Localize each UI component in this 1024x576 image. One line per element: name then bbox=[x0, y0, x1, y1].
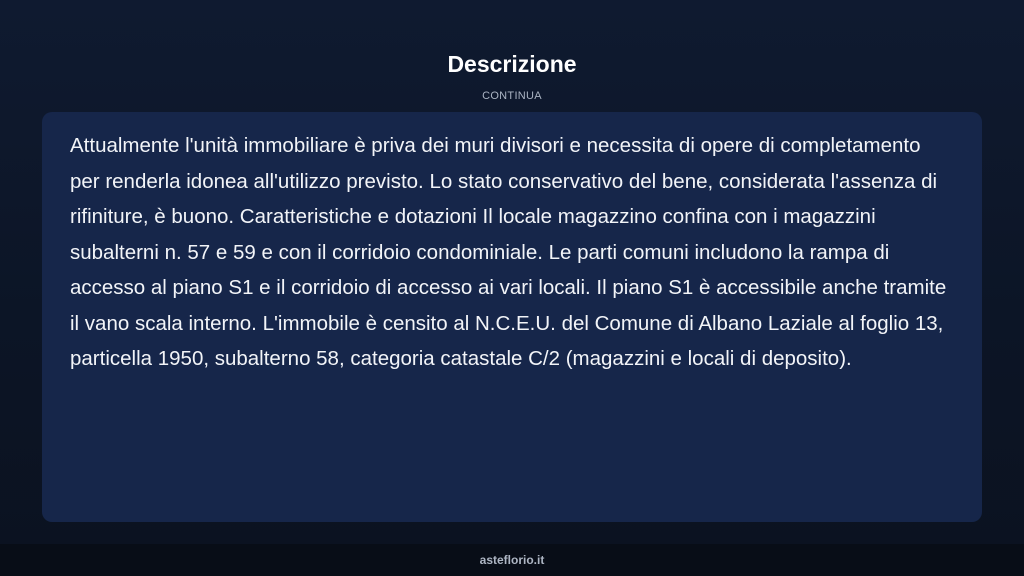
description-text: Attualmente l'unità immobiliare è priva dei muri divisori e necessita di opere di completamento per renderla idonea all'utilizzo previsto. Lo stato conservativo del bene, considerata l'assenza di rifiniture, è buono. Caratteristiche e dotazioni Il locale magazzino confina con i magazzini subalterni n. 57 e 59 e con il corridoio condominiale. Le parti comuni includono la rampa di accesso al piano S1 e il corridoio di accesso ai vari locali. Il piano S1 è accessibile anche tramite il vano scala interno. L'immobile è censito al N.C.E.U. del Comune di Albano Laziale al foglio 13, particella 1950, subalterno 58, categoria catastale C/2 (magazzini e locali di deposito). bbox=[70, 134, 947, 370]
footer-bar bbox=[0, 544, 1024, 576]
description-card bbox=[42, 112, 982, 522]
continua-label: CONTINUA bbox=[482, 90, 542, 102]
site-name: asteflorio.it bbox=[479, 553, 545, 567]
page-title: Descrizione bbox=[447, 51, 577, 77]
